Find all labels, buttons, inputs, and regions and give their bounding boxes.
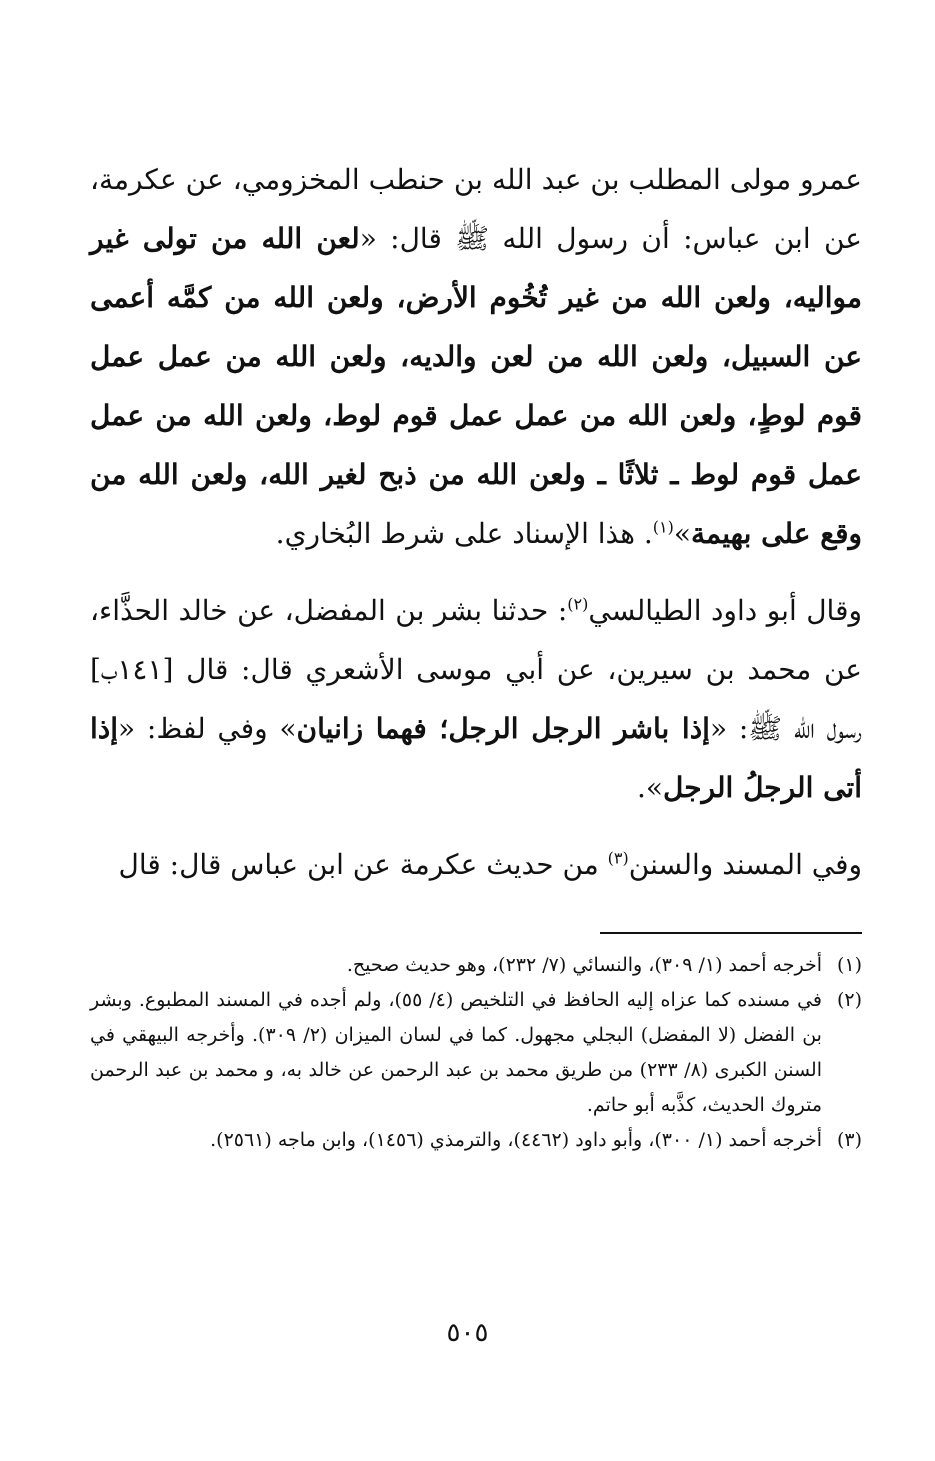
text-segment: وفي المسند والسنن [628, 848, 862, 881]
footnote-3 [90, 1123, 862, 1158]
hadith-text: إذا أتى الرجلُ الرجل [90, 712, 862, 804]
paragraph-2 [90, 581, 862, 817]
main-text [90, 150, 862, 912]
paragraph-3 [90, 835, 862, 894]
footnote-number: (١) [836, 954, 862, 976]
page-number: ٥٠٥ [446, 1318, 489, 1348]
footnote-2 [90, 983, 862, 1123]
text-segment: » وفي لفظ: « [118, 712, 297, 745]
text-segment: : حدثنا بشر بن المفضل، عن خالد الحذَّاء، عن محمد بن سيرين، عن أبي موسى الأشعري قال: قال [١٤١ب] رسول الله ﷺ: « [90, 594, 862, 745]
footnote-text: أخرجه أحمد (١/ ٣٠٩)، والنسائي (٧/ ٢٣٢)، وهو حديث صحيح. [346, 954, 822, 976]
text-segment: من حديث عكرمة عن ابن عباس قال: قال [118, 848, 608, 881]
hadith-text: لعن الله من تولى غير مواليه، ولعن الله من غير تُخُوم الأرض، ولعن الله من كمَّه أعمى عن السبيل، ولعن الله من لعن والديه، ولعن الله من عمل عمل قوم لوطٍ، ولعن الله من عمل عمل قوم لوط، ولعن الله من عمل عمل قوم لوط ـ ثلاثًا ـ ولعن الله من ذبح لغير الله، ولعن الله من وقع على بهيمة [90, 222, 862, 550]
text-segment: وقال أبو داود الطيالسي [588, 594, 862, 627]
footnote-ref-2: (٢) [567, 594, 589, 614]
text-segment: ». [637, 771, 664, 804]
footnote-text: أخرجه أحمد (١/ ٣٠٠)، وأبو داود (٤٤٦٢)، والترمذي (١٤٥٦)، وابن ماجه (٢٥٦١). [210, 1129, 822, 1151]
text-segment: . هذا الإسناد على شرط البُخاري. [275, 517, 653, 550]
footnotes [90, 948, 862, 1158]
paragraph-1 [90, 150, 862, 563]
footnote-divider [600, 932, 862, 934]
footnote-number: (٢) [836, 989, 862, 1011]
text-segment: عمرو مولى المطلب بن عبد الله بن حنطب المخزومي، عن عكرمة، عن ابن عباس: أن رسول الله ﷺ قال: « [90, 163, 862, 255]
footnote-text: في مسنده كما عزاه إليه الحافظ في التلخيص (٤/ ٥٥)، ولم أجده في المسند المطبوع. وبشر بن الفضل (لا المفضل) البجلي مجهول. كما في لسان الميزان (٢/ ٣٠٩). وأخرجه البيهقي في السنن الكبرى (٨/ ٢٣٣) من طريق محمد بن عبد الرحمن عن خالد به، و محمد بن عبد الرحمن متروك الحديث، كذَّبه أبو حاتم. [90, 989, 822, 1116]
footnote-1 [90, 948, 862, 983]
footnote-ref-1: (١) [652, 517, 674, 537]
hadith-text: إذا باشر الرجل الرجل؛ فهما زانيان [296, 712, 710, 745]
footnote-number: (٣) [836, 1129, 862, 1151]
text-segment: » [673, 517, 692, 550]
footnote-ref-3: (٣) [607, 848, 629, 868]
